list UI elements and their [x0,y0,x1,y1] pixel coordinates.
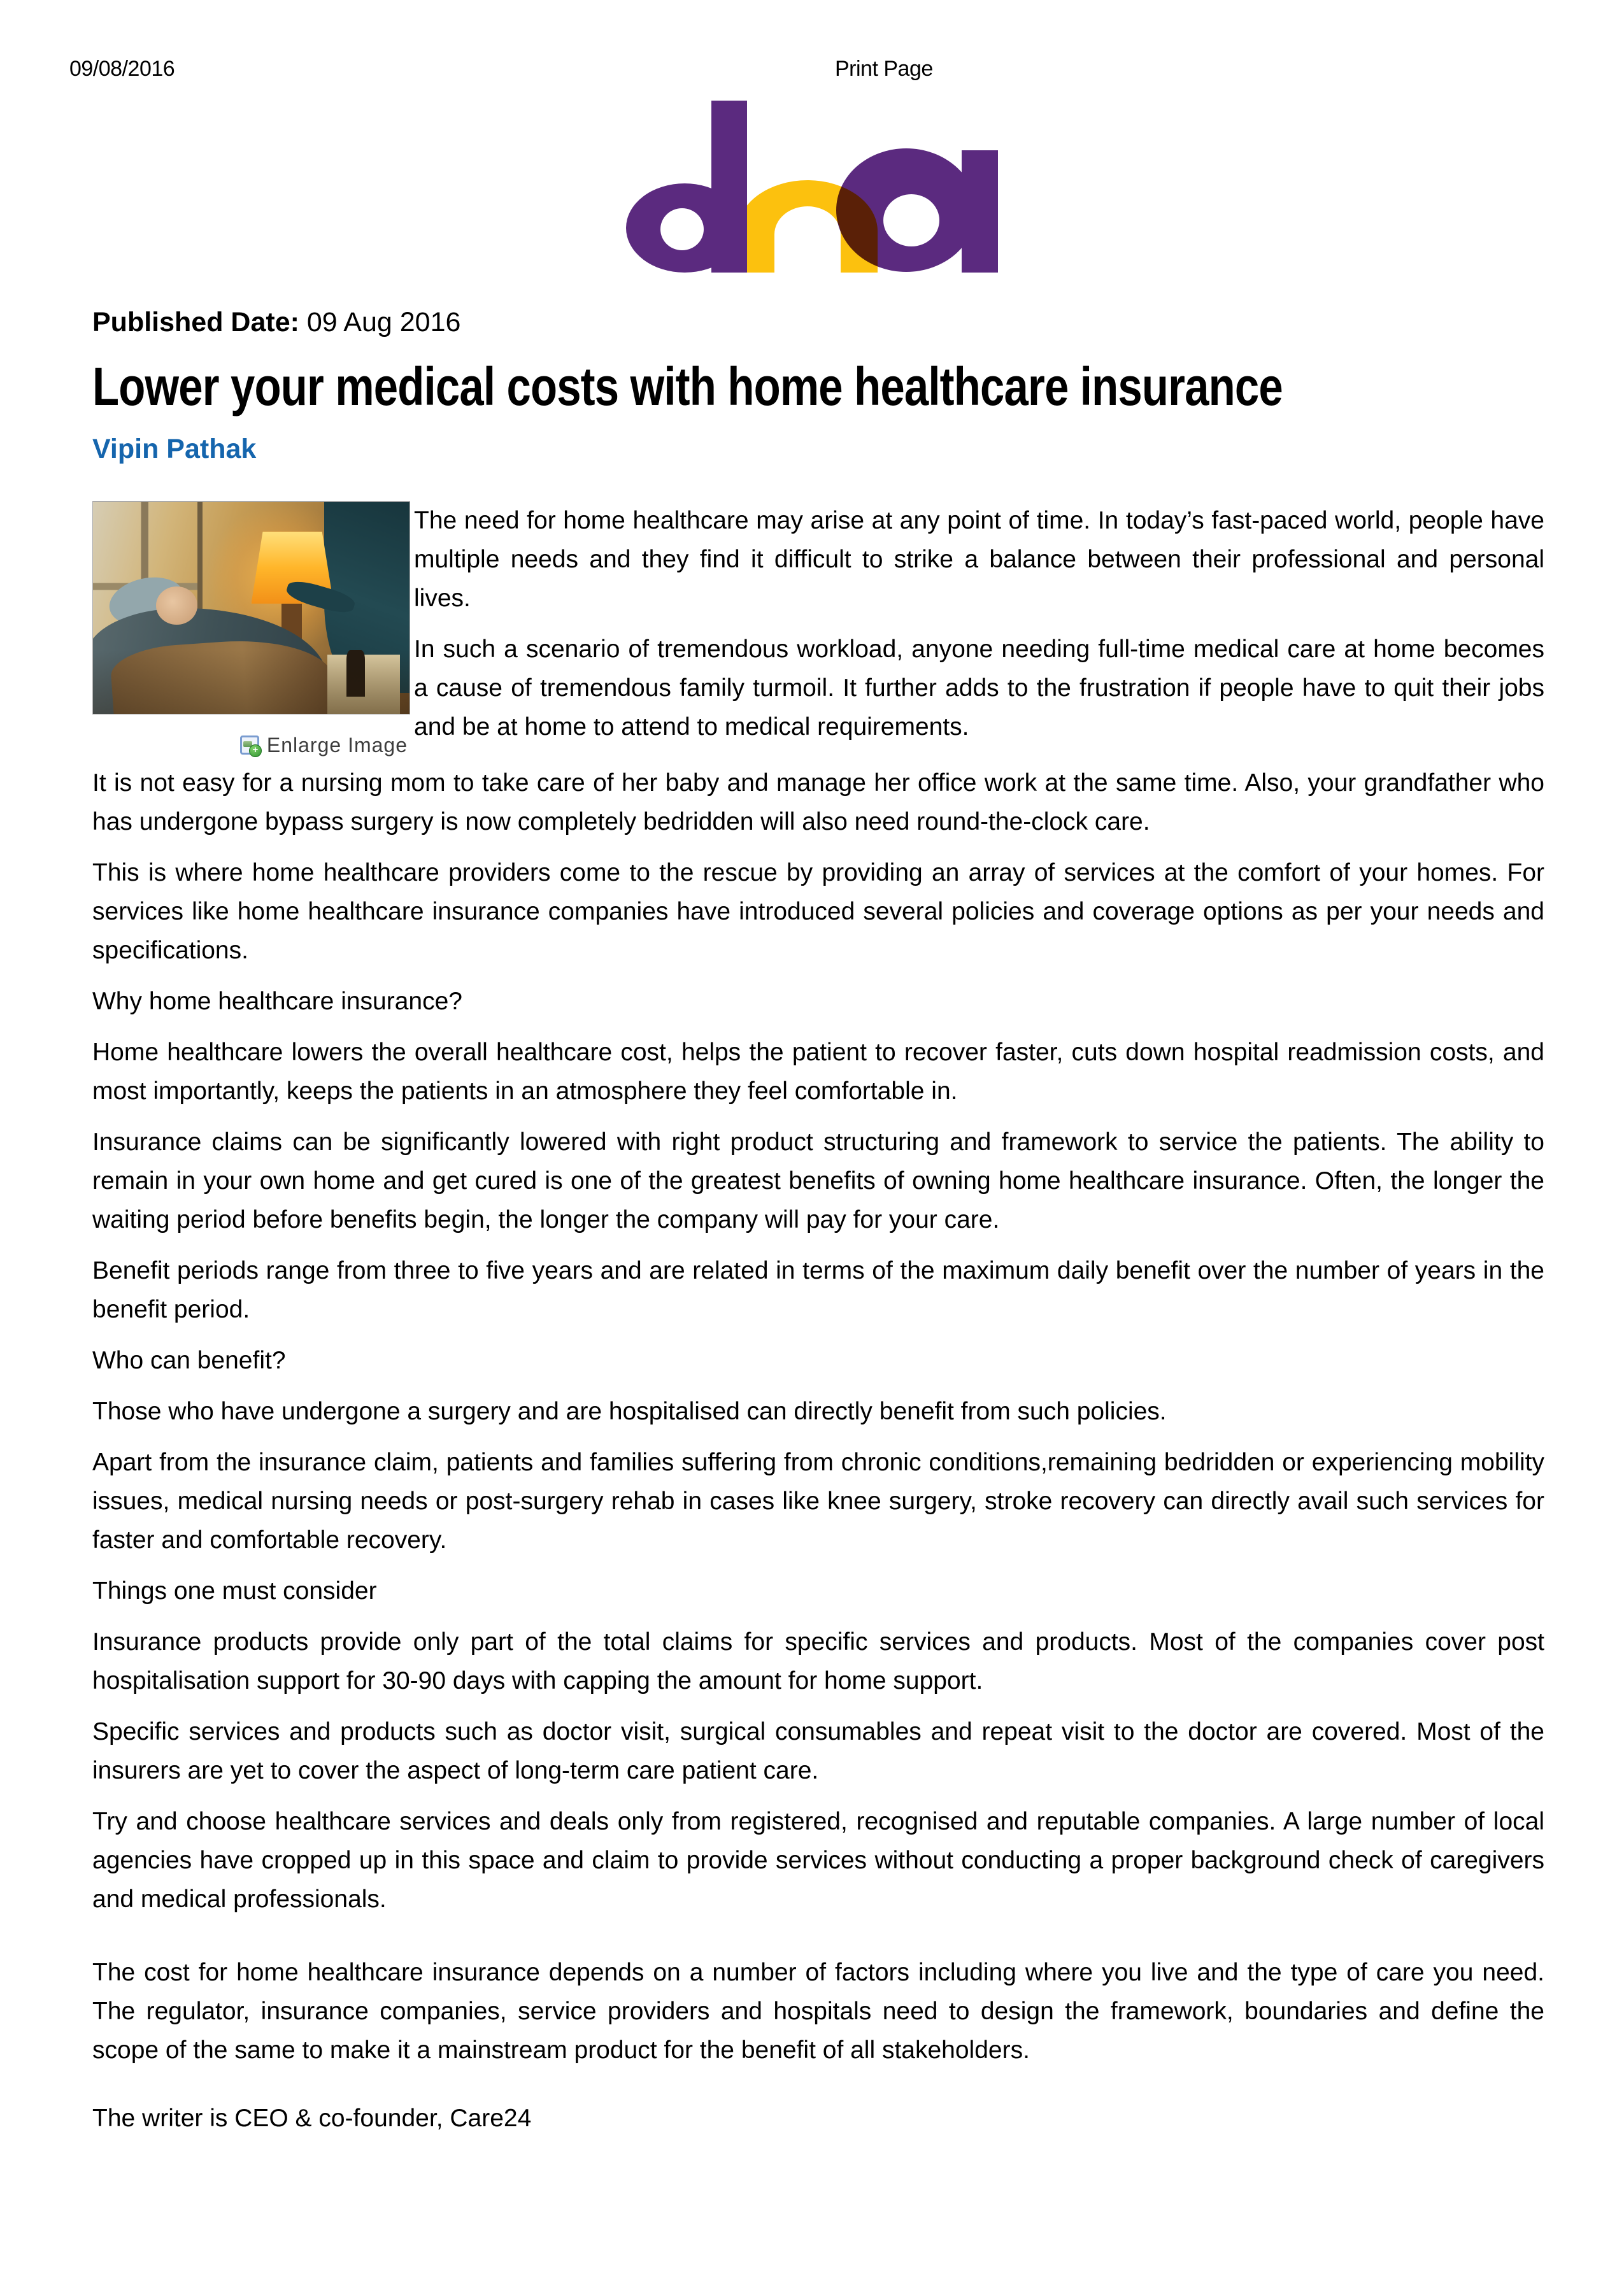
article-paragraph: The need for home healthcare may arise at any point of time. In today’s fast-paced world, people have multiple needs and they find it difficult to strike a balance between their professional and personal lives. [414,507,1544,612]
article-figure [92,501,410,758]
logo-letter-a [836,148,998,273]
article-paragraph: The cost for home healthcare insurance depends on a number of factors including where you live and the type of care you need. The regulator, insurance companies, service providers and hospitals need to design the framework, boundaries and define the scope of the same to make it a mainstream product for the benefit of all stakeholders. [92,1959,1544,2064]
published-date-label: Published Date: [92,307,299,338]
main-paragraphs [92,758,1544,2138]
article-paragraph: In such a scenario of tremendous workload, anyone needing full-time medical care at home becomes a cause of tremendous family turmoil. It further adds to the frustration if people have to quit their jobs and be at home to attend to medical requirements. [414,636,1544,741]
print-page-label: Print Page [835,57,933,81]
published-date-line [92,306,1624,338]
article-photo [92,501,410,714]
article-paragraph: Home healthcare lowers the overall healthcare cost, helps the patient to recover faster, cuts down hospital readmission costs, and most importantly, keeps the patients in an atmosphere they feel comfortable in. [92,1039,1544,1105]
dna-logo [626,101,998,273]
article-paragraph: The writer is CEO & co-founder, Care24 [92,2105,532,2132]
article-paragraph: Insurance products provide only part of the total claims for specific services and products. Most of the companies cover post hospitalisation support for 30-90 days with capping the amount for home support. [92,1628,1544,1695]
article-paragraph: Specific services and products such as doctor visit, surgical consumables and repeat visit to the doctor are covered. Most of the insurers are yet to cover the aspect of long-term care patient care. [92,1718,1544,1784]
article-paragraph: Who can benefit? [92,1347,286,1374]
article-paragraph: This is where home healthcare providers come to the rescue by providing an array of services at the comfort of your homes. For services like home healthcare insurance companies have introduced several policies and coverage options as per your needs and specifications. [92,859,1544,964]
enlarge-image-icon: + [240,735,259,755]
article-paragraph: It is not easy for a nursing mom to take care of her baby and manage her office work at the same time. Also, your grandfather who has undergone bypass surgery is now completely bedridden will also need round-the-clock care. [92,769,1544,835]
enlarge-image-link[interactable] [92,732,410,758]
article-paragraph: Things one must consider [92,1577,377,1605]
article-body [92,501,1544,2138]
article-paragraph: Those who have undergone a surgery and are hospitalised can directly benefit from such policies. [92,1398,1167,1425]
article-paragraph: Why home healthcare insurance? [92,988,462,1015]
article-paragraph: Benefit periods range from three to five years and are related in terms of the maximum daily benefit over the number of years in the benefit period. [92,1257,1544,1323]
article-paragraph: Apart from the insurance claim, patients and families suffering from chronic conditions,remaining bedridden or experiencing mobility issues, medical nursing needs or post-surgery rehab in cases like knee surgery, stroke recovery can directly avail such services for faster and comfortable recovery. [92,1449,1544,1554]
dna-logo-icon [626,101,998,273]
article-title: Lower your medical costs with home healthcare insurance [92,357,1283,416]
print-header [0,0,1624,84]
article-paragraph: Insurance claims can be significantly lowered with right product structuring and framework to service the patients. The ability to remain in your own home and get cured is one of the greatest benefits of owning home healthcare insurance. Often, the longer the waiting period before benefits begin, the longer the company will pay for your care. [92,1128,1544,1233]
logo-letter-d [626,101,747,273]
published-date-value: 09 Aug 2016 [299,307,461,338]
print-date: 09/08/2016 [69,57,175,81]
article-paragraph: Try and choose healthcare services and deals only from registered, recognised and reputable companies. A large number of local agencies have cropped up in this space and claim to provide services without conducting a proper background check of caregivers and medical professionals. [92,1808,1544,1913]
enlarge-image-label: Enlarge Image [266,733,408,757]
author-byline[interactable]: Vipin Pathak [92,434,257,464]
photo-vignette [93,502,410,714]
